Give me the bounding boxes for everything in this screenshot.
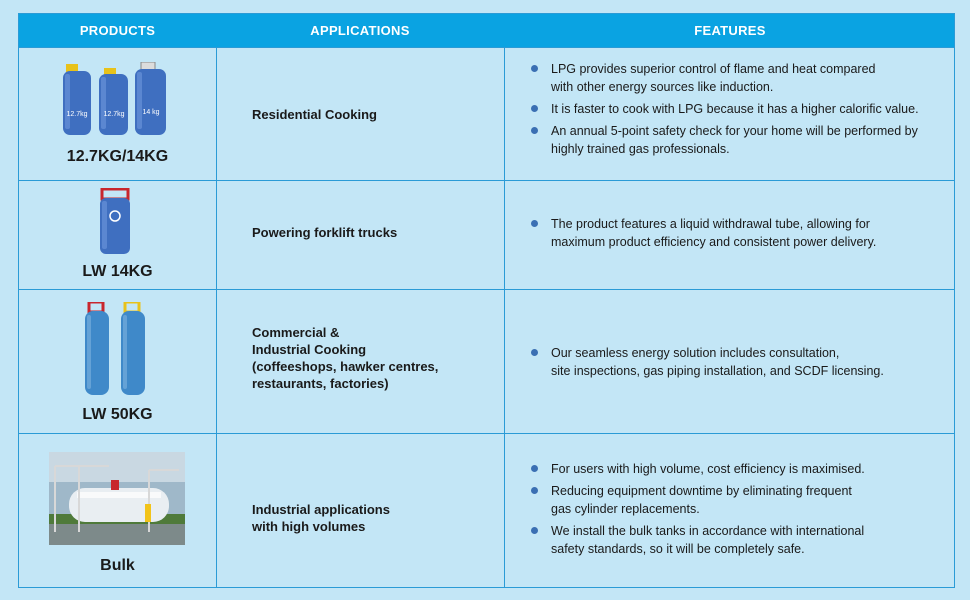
forklift-cylinder-icon: [98, 188, 132, 256]
feature-item: [529, 215, 949, 251]
table-row-bulk: [19, 433, 954, 589]
feature-line: An annual 5-point safety check for your home will be performed by: [551, 124, 918, 138]
application-line: (coffeeshops, hawker centres,: [252, 359, 439, 374]
product-name: LW 14KG: [82, 263, 153, 280]
product-name: Bulk: [100, 557, 135, 574]
feature-line: highly trained gas professionals.: [551, 142, 730, 156]
application-text: [252, 501, 390, 535]
cylinder-2-weight: 12.7kg: [103, 111, 125, 118]
header-applications: APPLICATIONS: [310, 23, 410, 38]
table-row-forklift: [19, 180, 954, 289]
feature-line: We install the bulk tanks in accordance with international: [551, 524, 865, 538]
feature-item: [529, 100, 949, 118]
feature-line: maximum product efficiency and consistent power delivery.: [551, 235, 877, 249]
table-row-residential: [19, 47, 954, 180]
feature-line: site inspections, gas piping installation, and SCDF licensing.: [551, 364, 884, 378]
features-list: [529, 460, 949, 558]
features-list: [529, 344, 949, 380]
application-line: Powering forklift trucks: [252, 225, 398, 240]
table-row-commercial: [19, 289, 954, 433]
table-header: [19, 14, 954, 47]
product-name: 12.7KG/14KG: [66, 148, 169, 165]
application-line: Commercial &: [252, 325, 340, 340]
application-line: with high volumes: [252, 519, 366, 534]
feature-item: [529, 460, 949, 478]
product-name: LW 50KG: [82, 406, 153, 423]
feature-item: [529, 60, 949, 96]
feature-line: with other energy sources like induction.: [551, 80, 774, 94]
feature-item: [529, 122, 949, 158]
feature-line: Our seamless energy solution includes consultation,: [551, 346, 840, 360]
features-list: [529, 215, 949, 251]
products-table: [18, 13, 955, 588]
feature-line: gas cylinder replacements.: [551, 502, 700, 516]
features-list: [529, 60, 949, 158]
gas-cylinder-icon: [59, 62, 171, 138]
application-text: [252, 324, 438, 392]
feature-line: The product features a liquid withdrawal tube, allowing for: [551, 217, 870, 231]
tall-cylinder-icon: [83, 302, 153, 396]
feature-line: LPG provides superior control of flame and heat compared: [551, 62, 876, 76]
feature-line: It is faster to cook with LPG because it has a higher calorific value.: [551, 102, 919, 116]
header-products: PRODUCTS: [79, 23, 156, 38]
application-text: [252, 106, 377, 123]
feature-item: [529, 344, 949, 380]
application-text: [252, 224, 397, 241]
feature-line: Reducing equipment downtime by eliminating frequent: [551, 484, 852, 498]
application-line: Industrial Cooking: [252, 342, 367, 357]
application-line: Residential Cooking: [252, 107, 377, 122]
feature-item: [529, 522, 949, 558]
feature-line: For users with high volume, cost efficiency is maximised.: [551, 462, 865, 476]
cylinder-3-weight: 14 kg: [142, 109, 160, 116]
feature-line: safety standards, so it will be completely safe.: [551, 542, 805, 556]
feature-item: [529, 482, 949, 518]
application-line: Industrial applications: [252, 502, 390, 517]
header-features: FEATURES: [694, 23, 766, 38]
application-line: restaurants, factories): [252, 376, 389, 391]
cylinder-1-weight: 12.7kg: [66, 111, 88, 118]
bulk-tank-photo: [49, 452, 185, 545]
